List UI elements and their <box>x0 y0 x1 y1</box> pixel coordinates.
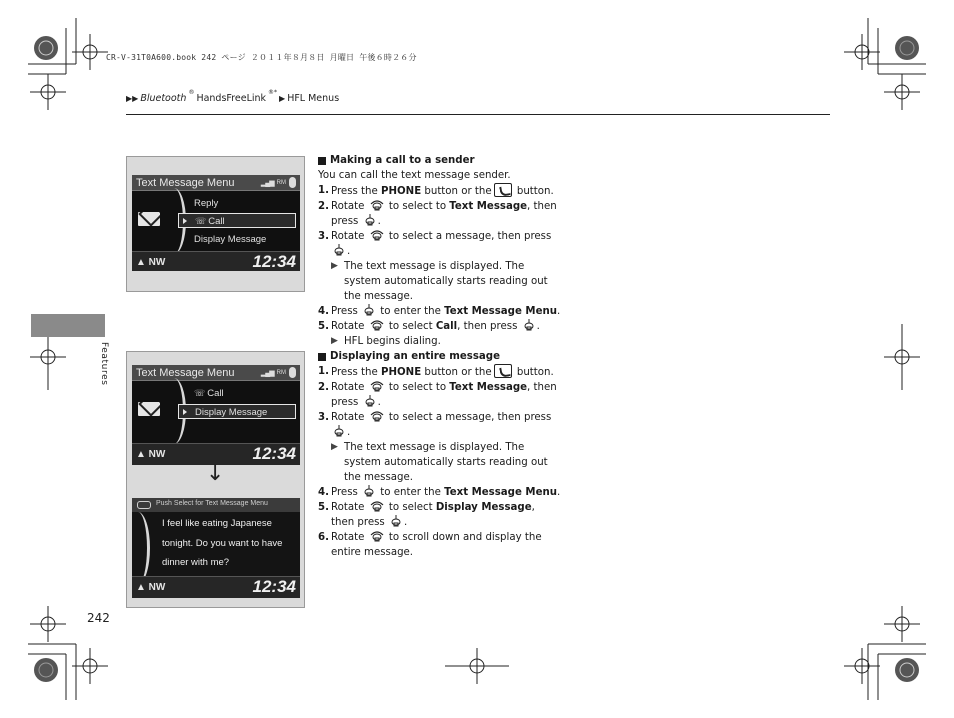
menu-item-call-label: Call <box>208 216 225 227</box>
envelope-icon-2 <box>138 402 160 416</box>
step-text <box>331 364 564 380</box>
text: . <box>377 216 381 227</box>
text: to enter the <box>377 306 445 317</box>
text: Rotate <box>331 231 365 242</box>
text: to select <box>385 321 436 332</box>
step-4 <box>318 304 564 319</box>
step-1 <box>318 364 564 380</box>
menu-body <box>132 192 300 250</box>
text: Rotate <box>331 321 365 332</box>
step-2 <box>318 380 564 410</box>
text: . <box>347 427 351 438</box>
note-text: HFL begins dialing. <box>344 336 441 347</box>
message-line-1: I feel like eating Japanese <box>162 518 272 529</box>
step-number: 2. <box>318 382 329 393</box>
text: . <box>347 246 351 257</box>
section-label: Features <box>99 342 109 386</box>
instructions <box>318 153 564 560</box>
breadcrumb-item-handsfreelink[interactable]: HandsFreeLink <box>196 93 267 104</box>
step-number: 2. <box>318 201 329 212</box>
step-text <box>331 304 564 319</box>
step-number: 3. <box>318 231 329 242</box>
section-heading-display-message <box>318 349 564 364</box>
signal-icon: ▂▄▆ <box>260 179 274 187</box>
text: to scroll down and display the entire message. <box>331 532 542 558</box>
text: to select a message, then press <box>385 231 552 242</box>
section-tab <box>31 314 105 337</box>
text: to enter the <box>377 487 445 498</box>
rm-indicator: RM <box>276 179 286 186</box>
message-line-3: dinner with me? <box>162 557 230 568</box>
text: Press <box>331 306 358 317</box>
page-number: 242 <box>87 611 110 625</box>
text: . <box>536 321 540 332</box>
step-text <box>331 410 564 440</box>
bluetooth-icon-2 <box>289 367 296 378</box>
text: button. <box>513 186 554 197</box>
step-number: 1. <box>318 185 329 196</box>
text: , then press <box>457 321 518 332</box>
phone-icon: ☏ <box>195 216 207 226</box>
intro-text: You can call the text message sender. <box>318 170 511 181</box>
phone-button-icon <box>494 364 512 378</box>
interface-dial-rotate-icon <box>370 380 384 392</box>
interface-dial-press-icon <box>363 485 375 497</box>
breadcrumb-item-hfl-menus[interactable]: HFL Menus <box>287 93 340 104</box>
note-arrow-icon: ▶ <box>331 336 338 346</box>
screen-title-2: Text Message Menu <box>136 367 235 379</box>
interface-dial-rotate-icon <box>370 319 384 331</box>
screen-footer-3 <box>132 576 300 598</box>
text: Press the <box>331 367 382 378</box>
text: , then press <box>331 382 557 408</box>
interface-dial-press-icon <box>364 214 376 226</box>
text: to select to <box>385 201 450 212</box>
text: to select to <box>385 382 450 393</box>
text-message-label: Text Message <box>449 382 528 393</box>
compass-indicator: ▲ NW <box>136 257 166 268</box>
display-screen-3 <box>132 498 300 598</box>
breadcrumb: ▶▶ Bluetooth ® HandsFreeLink ®* ▶ HFL Menus <box>126 93 830 115</box>
note-text: The text message is displayed. The system automatically starts reading out the message. <box>344 261 548 302</box>
screen-footer <box>132 251 300 271</box>
step-number: 3. <box>318 412 329 423</box>
note-text: The text message is displayed. The system automatically starts reading out the message. <box>344 442 548 483</box>
step-6 <box>318 530 564 560</box>
interface-dial-press-icon <box>390 515 402 527</box>
text-message-label: Text Message <box>449 201 528 212</box>
text: Press <box>331 487 358 498</box>
text: button. <box>513 367 554 378</box>
menu-item-call-2[interactable] <box>178 386 296 401</box>
menu-body-2 <box>132 382 300 440</box>
compass-indicator-3: ▲ NW <box>136 582 166 593</box>
status-icons-2 <box>261 367 296 378</box>
bluetooth-icon <box>289 177 296 188</box>
menu-item-display-message[interactable]: Display Message <box>194 234 267 245</box>
status-icons <box>261 177 296 188</box>
step-number: 4. <box>318 487 329 498</box>
text: Rotate <box>331 201 365 212</box>
phone-button-icon <box>494 183 512 197</box>
step-1 <box>318 183 564 199</box>
step-text <box>331 199 564 229</box>
step-text <box>331 183 564 199</box>
call-label: Call <box>435 321 458 332</box>
text: . <box>403 517 408 528</box>
push-select-icon <box>137 501 151 509</box>
step-5 <box>318 319 564 334</box>
rm-indicator-2: RM <box>276 369 286 376</box>
text: . <box>377 397 381 408</box>
text: Rotate <box>331 532 365 543</box>
step-text <box>331 319 564 334</box>
phone-button-label: PHONE <box>381 186 422 197</box>
step-text <box>331 485 564 500</box>
menu-item-display-message-2[interactable] <box>178 404 296 419</box>
menu-item-call[interactable] <box>178 213 296 228</box>
print-header: CR-V-31T0A600.book 242 ページ ２０１１年８月８日 月曜日 午後６時２６分 <box>106 53 417 62</box>
step-text <box>331 380 564 410</box>
phone-icon-2: ☏ <box>194 388 206 398</box>
step-4 <box>318 485 564 500</box>
screen-illustration-call <box>126 156 305 292</box>
step-text <box>331 229 564 259</box>
note-arrow-icon: ▶ <box>331 261 338 271</box>
interface-dial-press-icon <box>523 319 535 331</box>
screen-title-bar <box>132 175 300 191</box>
interface-dial-rotate-icon <box>370 410 384 422</box>
text: Rotate <box>331 412 365 423</box>
text: button or the <box>421 186 492 197</box>
step-2 <box>318 199 564 229</box>
text: , then press <box>331 201 557 227</box>
text: Press the <box>331 186 382 197</box>
step-number: 4. <box>318 306 329 317</box>
text: to select <box>385 502 436 513</box>
text: . <box>556 306 561 317</box>
interface-dial-press-icon <box>333 425 345 437</box>
step-5 <box>318 500 564 530</box>
phone-button-label: PHONE <box>381 367 422 378</box>
menu-item-display-message-label-2: Display Message <box>195 407 268 418</box>
note-3 <box>318 440 564 485</box>
note-2 <box>318 334 564 349</box>
interface-dial-press-icon <box>363 304 375 316</box>
interface-dial-press-icon <box>364 395 376 407</box>
square-bullet-icon <box>318 353 326 361</box>
breadcrumb-item-bluetooth[interactable]: Bluetooth <box>140 93 187 104</box>
interface-dial-rotate-icon <box>370 530 384 542</box>
clock-2: 12:34 <box>252 444 296 463</box>
step-text <box>331 530 564 560</box>
step-number: 5. <box>318 502 329 513</box>
interface-dial-rotate-icon <box>370 500 384 512</box>
text-message-menu-label: Text Message Menu <box>444 487 557 498</box>
down-arrow-icon: ↓ <box>206 461 225 486</box>
screen-title: Text Message Menu <box>136 177 235 189</box>
clock-3: 12:34 <box>252 577 296 596</box>
step-number: 1. <box>318 366 329 377</box>
breadcrumb-arrow-icon: ▶▶ <box>126 94 139 103</box>
step-text <box>331 500 564 530</box>
message-title-bar <box>132 498 300 512</box>
interface-dial-rotate-icon <box>370 229 384 241</box>
step-3 <box>318 229 564 259</box>
clock: 12:34 <box>252 252 296 271</box>
compass-indicator-2: ▲ NW <box>136 449 166 460</box>
envelope-icon <box>138 212 160 226</box>
menu-item-reply[interactable]: Reply <box>194 198 219 209</box>
text: Rotate <box>331 502 365 513</box>
text: , <box>531 502 535 513</box>
message-body <box>132 512 300 582</box>
select-arrow-icon-2 <box>183 409 187 415</box>
display-screen-2 <box>132 365 300 465</box>
section-heading-text: Making a call to a sender <box>330 155 475 166</box>
text-message-menu-label: Text Message Menu <box>444 306 557 317</box>
text: Rotate <box>331 382 365 393</box>
menu-item-call-label-2: Call <box>207 388 224 399</box>
signal-icon-2: ▂▄▆ <box>260 369 274 377</box>
step-number: 6. <box>318 532 329 543</box>
message-title: Push Select for Text Message Menu <box>156 500 268 507</box>
select-arrow-icon <box>183 218 187 224</box>
message-line-2: tonight. Do you want to have <box>162 538 283 549</box>
text: button or the <box>421 367 492 378</box>
step-number: 5. <box>318 321 329 332</box>
interface-dial-rotate-icon <box>370 199 384 211</box>
breadcrumb-arrow-icon-2: ▶ <box>279 94 286 103</box>
section-heading-making-call <box>318 153 564 168</box>
display-message-label: Display Message <box>435 502 532 513</box>
note-arrow-icon: ▶ <box>331 442 338 452</box>
text: then press <box>331 517 385 528</box>
display-screen <box>132 175 300 271</box>
interface-dial-press-icon <box>333 244 345 256</box>
square-bullet-icon <box>318 157 326 165</box>
selector-arc-3 <box>132 512 150 584</box>
section-heading-text: Displaying an entire message <box>330 351 500 362</box>
screen-title-bar-2 <box>132 365 300 381</box>
text: to select a message, then press <box>385 412 552 423</box>
text: . <box>556 487 561 498</box>
step-3 <box>318 410 564 440</box>
note-1 <box>318 259 564 304</box>
